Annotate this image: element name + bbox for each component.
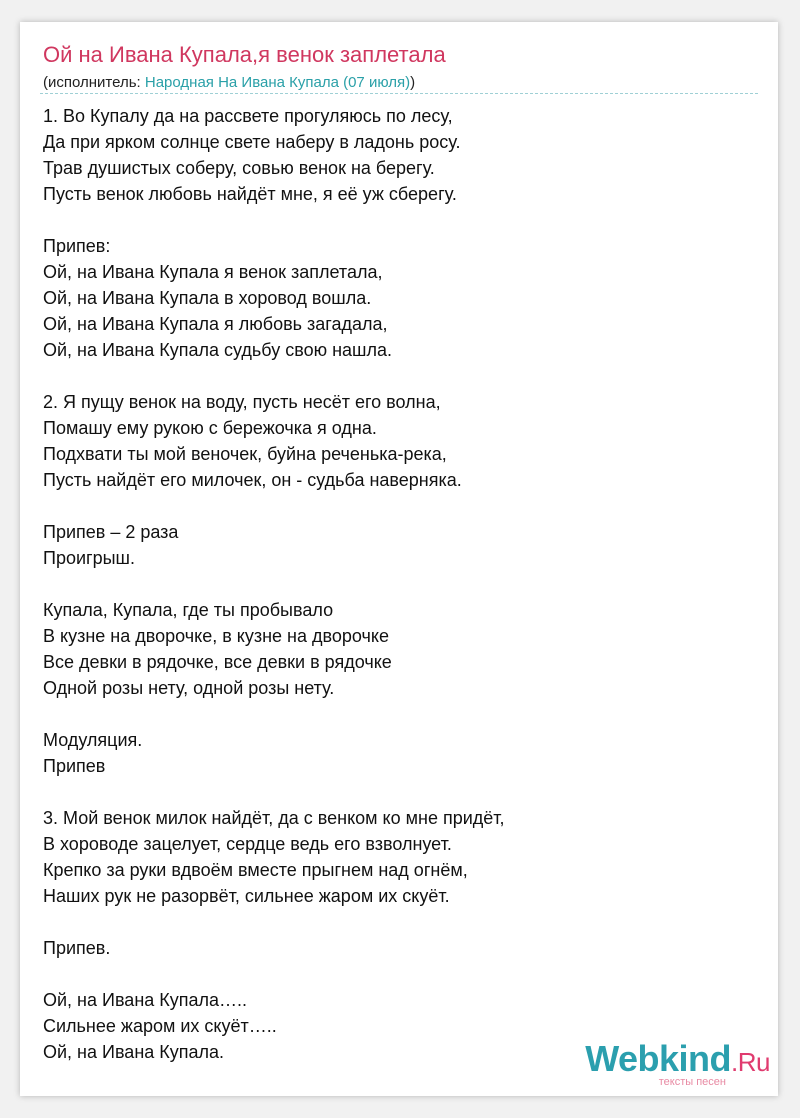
lyric-line: Трав душистых соберу, совью венок на берегу. [43, 158, 435, 178]
stanza-gap [43, 493, 743, 519]
lyric-line: Одной розы нету, одной розы нету. [43, 678, 335, 698]
lyric-line: Припев: [43, 236, 111, 256]
lyric-line: Пусть венок любовь найдёт мне, я её уж сберегу. [43, 184, 457, 204]
lyric-line: Подхвати ты мой веночек, буйна реченька-река, [43, 444, 447, 464]
lyric-line: 3. Мой венок милок найдёт, да с венком ко мне придёт, [43, 808, 505, 828]
lyric-line: Сильнее жаром их скуёт….. [43, 1016, 277, 1036]
lyric-line: Припев [43, 756, 106, 776]
stanza-gap [43, 363, 743, 389]
lyric-line: Ой, на Ивана Купала я любовь загадала, [43, 314, 388, 334]
stanza-gap [43, 779, 743, 805]
lyric-line: Купала, Купала, где ты пробывало [43, 600, 334, 620]
lyric-line: В кузне на дворочке, в кузне на дворочке [43, 626, 389, 646]
logo-tld: .Ru [731, 1047, 770, 1077]
lyric-line: Пусть найдёт его милочек, он - судьба наверняка. [43, 470, 462, 490]
lyric-line: Припев. [43, 938, 111, 958]
stanza-gap [43, 571, 743, 597]
lyric-line: Модуляция. [43, 730, 143, 750]
lyric-line: Ой, на Ивана Купала я венок заплетала, [43, 262, 383, 282]
lyric-line: Ой, на Ивана Купала судьбу свою нашла. [43, 340, 393, 360]
header-divider [40, 93, 758, 94]
lyric-line: Крепко за руки вдвоём вместе прыгнем над огнём, [43, 860, 468, 880]
artist-link[interactable]: Народная На Ивана Купала (07 июля) [144, 74, 411, 91]
artist-suffix: ) [410, 74, 416, 91]
lyric-line: Проигрыш. [43, 548, 135, 568]
site-logo[interactable] [575, 1038, 770, 1090]
lyric-line: Все девки в рядочке, все девки в рядочке [43, 652, 392, 672]
artist-line [43, 74, 415, 91]
stanza-gap [43, 909, 743, 935]
lyric-line: 1. Во Купалу да на рассвете прогуляюсь по лесу, [43, 106, 453, 126]
song-title: Ой на Ивана Купала,я венок заплетала [43, 42, 446, 67]
lyric-line: Наших рук не разорвёт, сильнее жаром их скуёт. [43, 886, 450, 906]
lyric-line: Да при ярком солнце свете наберу в ладонь росу. [43, 132, 461, 152]
lyric-line: 2. Я пущу венок на воду, пусть несёт его волна, [43, 392, 441, 412]
lyrics-body [43, 103, 743, 1065]
artist-prefix: (исполнитель: [43, 74, 145, 91]
stanza-gap [43, 207, 743, 233]
logo-tagline: тексты песен [658, 1076, 726, 1088]
lyrics-sheet [20, 22, 778, 1096]
stanza-gap [43, 961, 743, 987]
lyric-line: Припев – 2 раза [43, 522, 179, 542]
stanza-gap [43, 701, 743, 727]
logo-name: Webkind [585, 1038, 732, 1079]
lyric-line: Ой, на Ивана Купала….. [43, 990, 248, 1010]
lyric-line: Помашу ему рукою с бережочка я одна. [43, 418, 377, 438]
lyric-line: В хороводе зацелует, сердце ведь его взволнует. [43, 834, 452, 854]
lyric-line: Ой, на Ивана Купала. [43, 1042, 225, 1062]
lyric-line: Ой, на Ивана Купала в хоровод вошла. [43, 288, 372, 308]
logo-wordmark [585, 1038, 770, 1080]
